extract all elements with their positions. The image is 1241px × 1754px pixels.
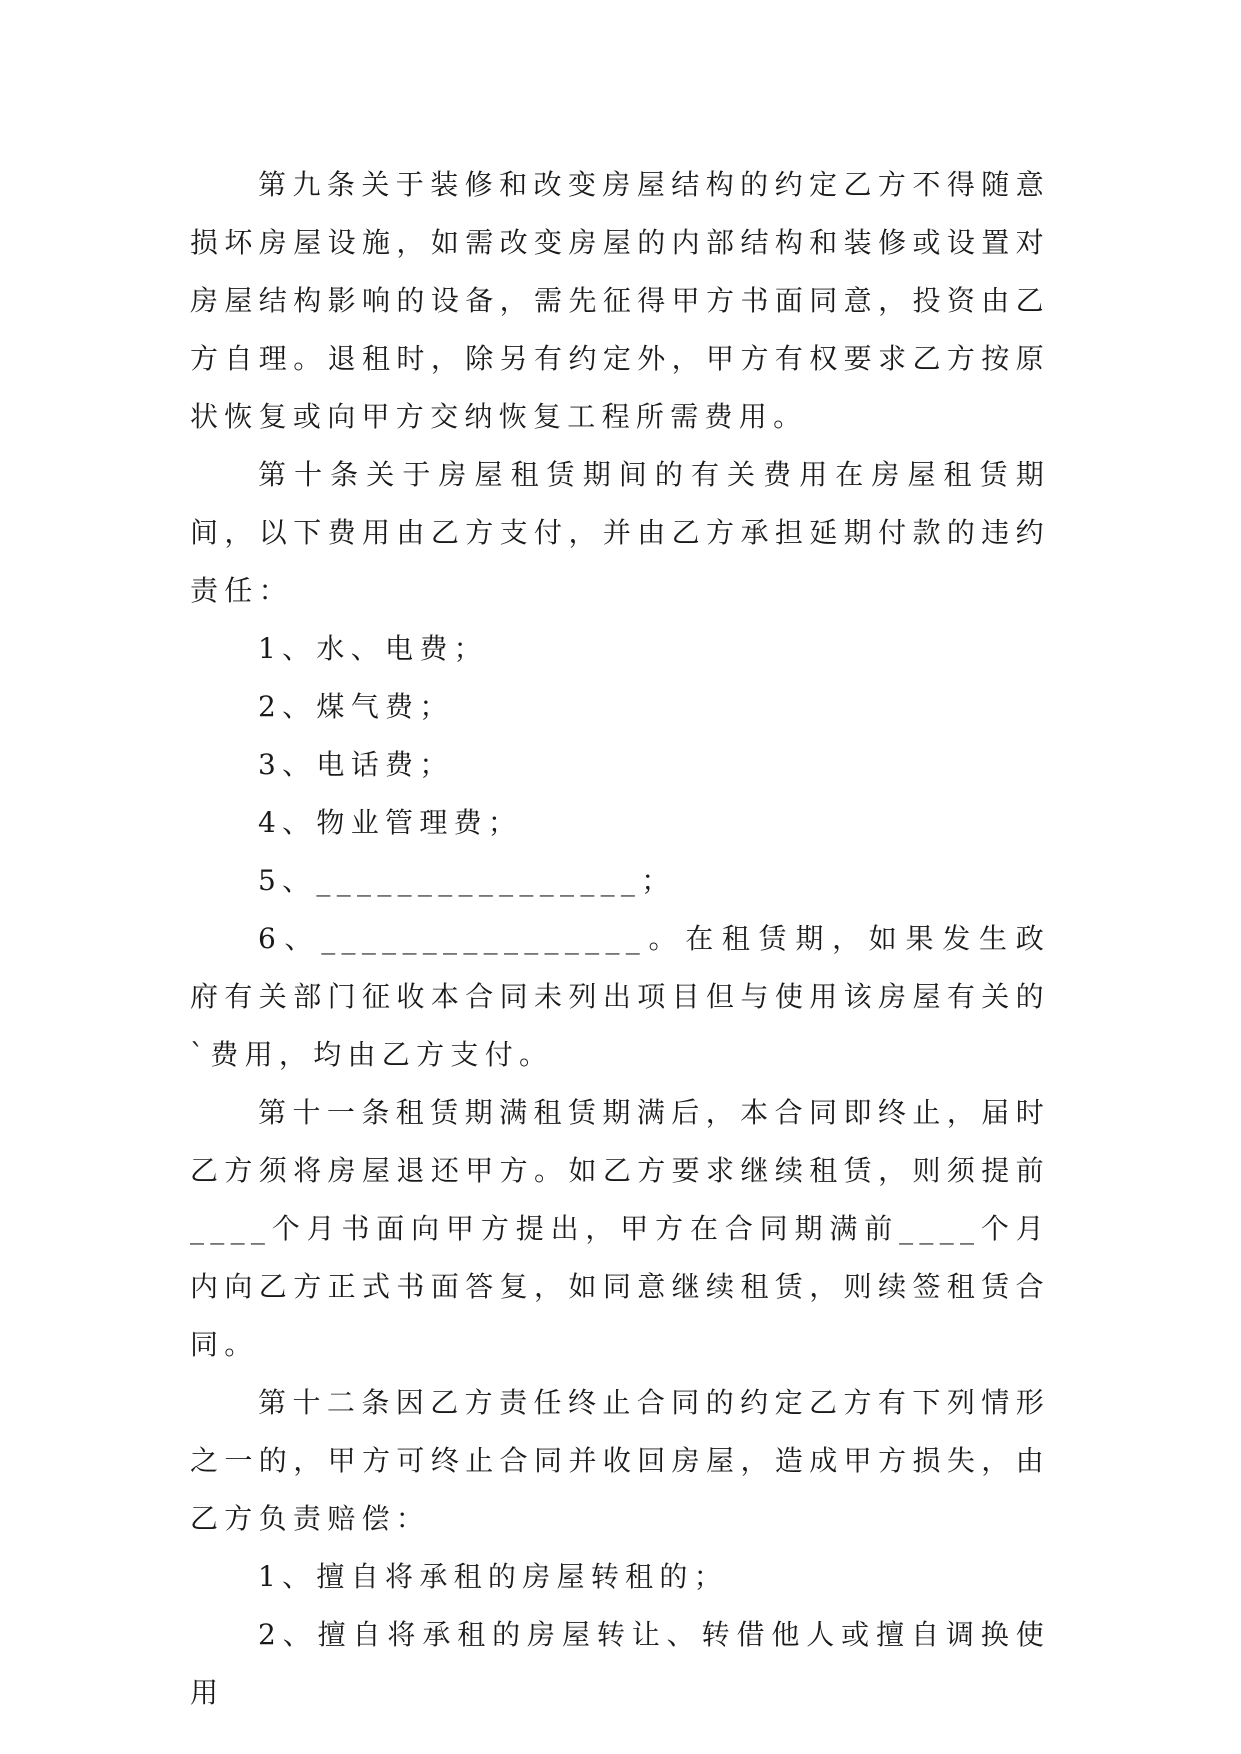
clause-9-paragraph: 第九条关于装修和改变房屋结构的约定乙方不得随意损坏房屋设施，如需改变房屋的内部结构和装修或设置对房屋结构影响的设备，需先征得甲方书面同意，投资由乙方自理。退租时，除另有约定外，甲方有权要求乙方按原状恢复或向甲方交纳恢复工程所需费用。	[190, 168, 1050, 433]
fee-item-1: 1、水、电费；	[258, 632, 488, 665]
clause-12-paragraph: 第十二条因乙方责任终止合同的约定乙方有下列情形之一的，甲方可终止合同并收回房屋，造成甲方损失，由乙方负责赔偿：	[190, 1386, 1050, 1535]
fee-item-6: 6、________________。在租赁期，如果发生政府有关部门征收本合同未列出项目但与使用该房屋有关的`费用，均由乙方支付。	[190, 922, 1050, 1071]
termination-item-1: 1、擅自将承租的房屋转租的；	[258, 1560, 729, 1593]
fee-item-3: 3、电话费；	[258, 748, 454, 781]
termination-item-2: 2、擅自将承租的房屋转让、转借他人或擅自调换使用	[190, 1618, 1050, 1709]
clause-10-paragraph: 第十条关于房屋租赁期间的有关费用在房屋租赁期间，以下费用由乙方支付，并由乙方承担延期付款的违约责任：	[190, 458, 1050, 607]
clause-11-paragraph: 第十一条租赁期满租赁期满后，本合同即终止，届时乙方须将房屋退还甲方。如乙方要求继续租赁，则须提前____个月书面向甲方提出，甲方在合同期满前____个月内向乙方正式书面答复，如同意继续租赁，则续签租赁合同。	[190, 1096, 1050, 1361]
fee-item-4: 4、物业管理费；	[258, 806, 523, 839]
fee-item-5: 5、________________；	[258, 864, 676, 897]
fee-item-2: 2、煤气费；	[258, 690, 454, 723]
document-body	[190, 156, 1050, 1722]
